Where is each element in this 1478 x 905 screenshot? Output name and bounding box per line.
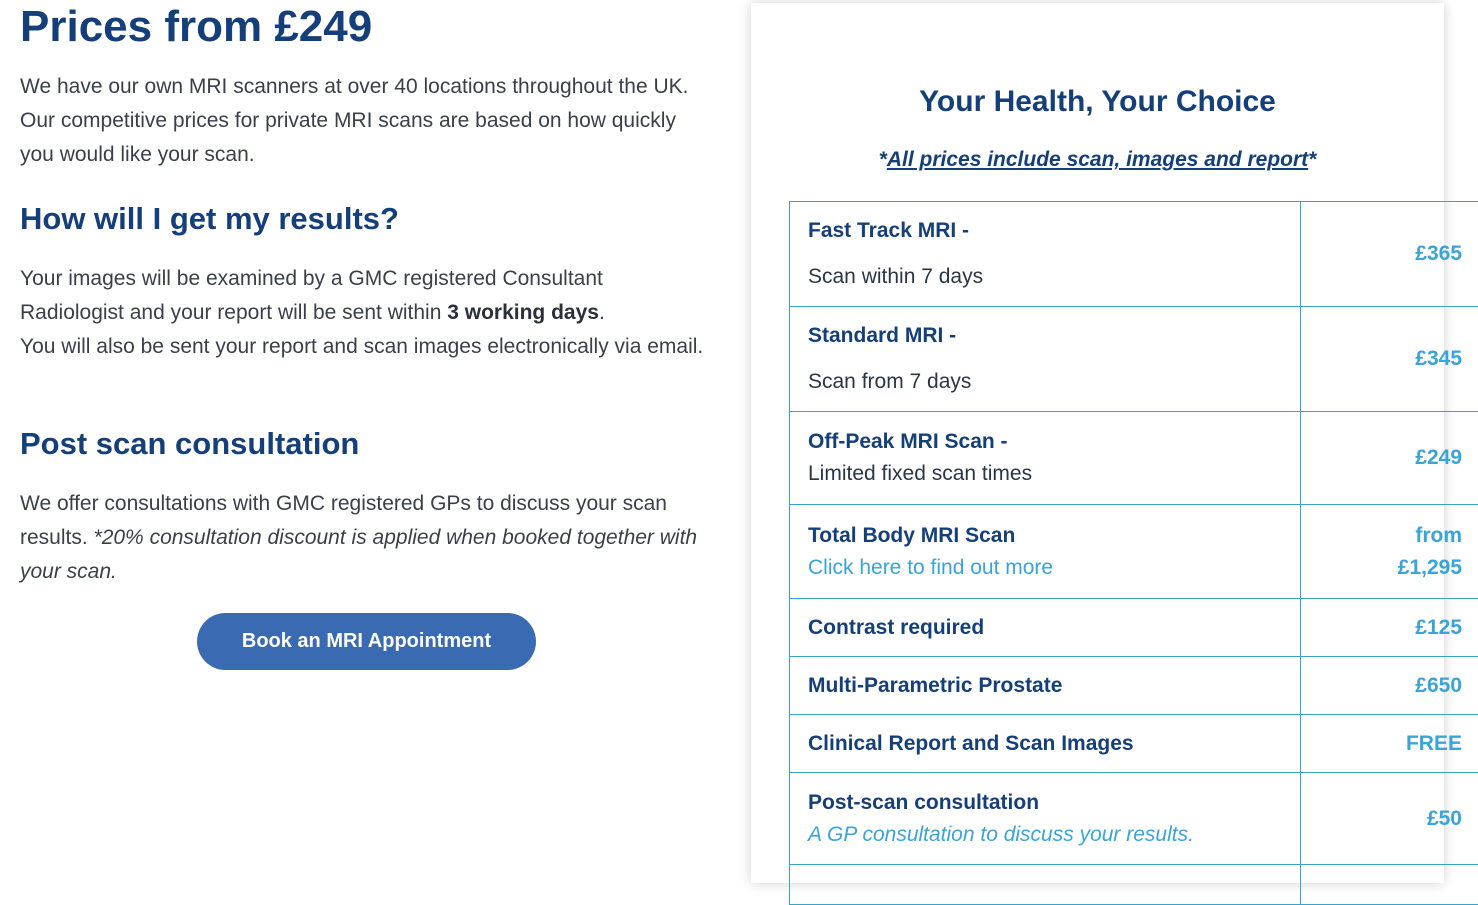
service-price: £125 xyxy=(1301,599,1478,657)
service-price: £50 xyxy=(1301,773,1478,865)
service-detail: Scan from 7 days xyxy=(808,366,1282,398)
service-name: Fast Track MRI - xyxy=(808,215,1282,247)
service-detail: Limited fixed scan times xyxy=(808,458,1282,490)
results-heading: How will I get my results? xyxy=(20,200,399,238)
table-row xyxy=(790,412,1478,505)
service-detail: Scan within 7 days xyxy=(808,261,1282,293)
consult-discount-note: *20% consultation discount is applied when booked together with your scan. xyxy=(20,526,697,583)
results-text xyxy=(20,262,710,363)
consult-text xyxy=(20,487,710,588)
service-note: A GP consultation to discuss your results. xyxy=(808,819,1282,851)
price-row-label xyxy=(790,412,1301,505)
pricing-card xyxy=(751,3,1444,883)
service-name: Off-Peak MRI Scan - xyxy=(808,426,1282,458)
page-title: Prices from £249 xyxy=(20,2,372,52)
service-price: £345 xyxy=(1301,307,1478,412)
service-name: Post-scan consultation xyxy=(808,787,1282,819)
results-email-text: You will also be sent your report and scan images electronically via email. xyxy=(20,335,703,358)
price-row-label xyxy=(790,715,1301,773)
price-note-link[interactable]: All prices include scan, images and report xyxy=(887,148,1308,171)
results-text-part: Your images will be examined by a GMC registered Consultant Radiologist and your report will be sent within xyxy=(20,267,603,324)
table-row xyxy=(790,505,1478,599)
price-value: £1,295 xyxy=(1320,552,1462,584)
total-body-more-link[interactable]: Click here to find out more xyxy=(808,552,1282,584)
service-name: Multi-Parametric Prostate xyxy=(808,670,1282,702)
price-row-label xyxy=(790,307,1301,412)
consult-heading: Post scan consultation xyxy=(20,425,359,463)
service-name: Contrast required xyxy=(808,612,1282,644)
service-price: £650 xyxy=(1301,657,1478,715)
price-table xyxy=(789,201,1478,905)
service-price: £365 xyxy=(1301,202,1478,307)
table-row xyxy=(790,307,1478,412)
service-name: Total Body MRI Scan xyxy=(808,520,1282,552)
service-name: Clinical Report and Scan Images xyxy=(808,728,1282,760)
table-row xyxy=(790,657,1478,715)
table-row xyxy=(790,865,1478,905)
service-price xyxy=(1301,505,1478,599)
intro-text: We have our own MRI scanners at over 40 locations throughout the UK. Our competitive prices for private MRI scans are based on how quickly you would like your scan. xyxy=(20,70,710,171)
book-mri-appointment-button[interactable]: Book an MRI Appointment xyxy=(197,613,536,670)
price-row-label xyxy=(790,657,1301,715)
price-row-label xyxy=(790,773,1301,865)
table-row xyxy=(790,715,1478,773)
price-from-label: from xyxy=(1320,520,1462,552)
table-row xyxy=(790,202,1478,307)
table-row xyxy=(790,773,1478,865)
price-note xyxy=(751,146,1444,174)
price-row-label xyxy=(790,202,1301,307)
card-title: Your Health, Your Choice xyxy=(751,83,1444,121)
results-days: 3 working days xyxy=(447,301,599,324)
service-price: FREE xyxy=(1301,715,1478,773)
service-name: Standard MRI - xyxy=(808,320,1282,352)
service-price: £249 xyxy=(1301,412,1478,505)
results-text-period: . xyxy=(599,301,605,324)
consult-text-part: We offer consultations with GMC registered GPs to discuss your scan results. xyxy=(20,492,667,549)
price-row-label xyxy=(790,505,1301,599)
note-asterisk: * xyxy=(879,148,887,171)
note-asterisk: * xyxy=(1308,148,1316,171)
table-row xyxy=(790,599,1478,657)
price-row-label xyxy=(790,599,1301,657)
